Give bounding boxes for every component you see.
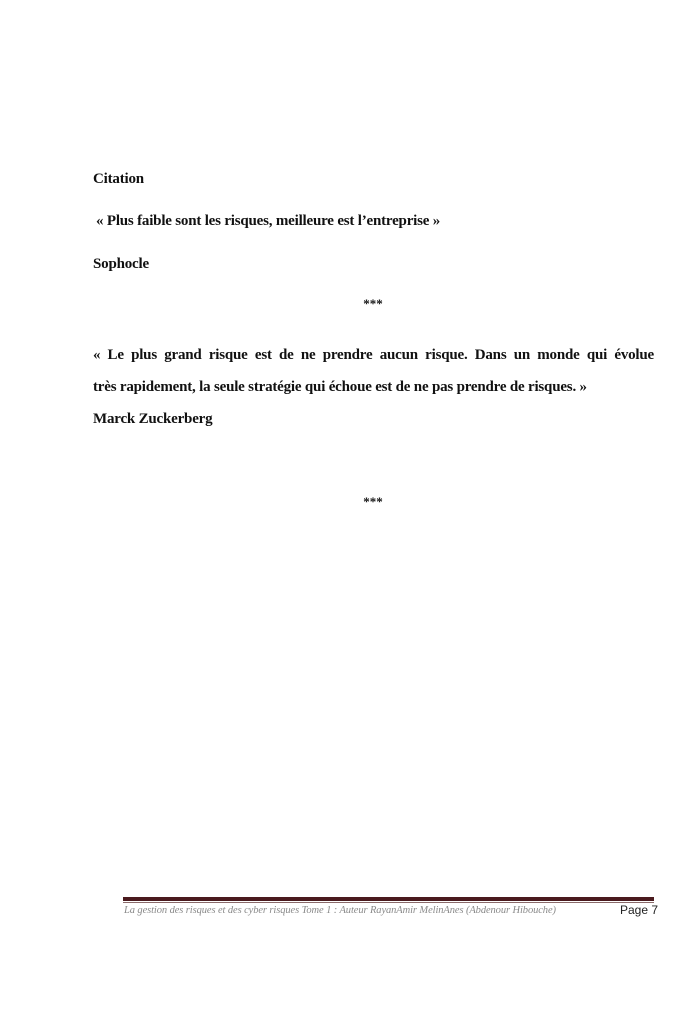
- section-heading: Citation: [93, 171, 144, 187]
- quote-author-zuckerberg: Marck Zuckerberg: [93, 411, 213, 427]
- quote-zuckerberg: [93, 339, 654, 403]
- quote-line-2: très rapidement, la seule stratégie qui échoue est de ne pas prendre de risques. »: [93, 379, 587, 395]
- page-number: Page 7: [620, 903, 659, 917]
- footer-running-title: La gestion des risques et des cyber risques Tome 1 : Auteur RayanAmir MelinAnes (Abdenour Hibouche): [124, 905, 556, 916]
- footer-rule: [123, 897, 654, 901]
- separator-asterisks: ***: [363, 494, 383, 509]
- separator-asterisks: ***: [363, 296, 383, 311]
- footer-rule-thin: [123, 902, 654, 903]
- quote-sophocle: « Plus faible sont les risques, meilleure est l’entreprise »: [96, 213, 441, 229]
- quote-author-sophocle: Sophocle: [93, 256, 149, 272]
- quote-line-1: « Le plus grand risque est de ne prendre aucun risque. Dans un monde qui évolue: [93, 347, 654, 363]
